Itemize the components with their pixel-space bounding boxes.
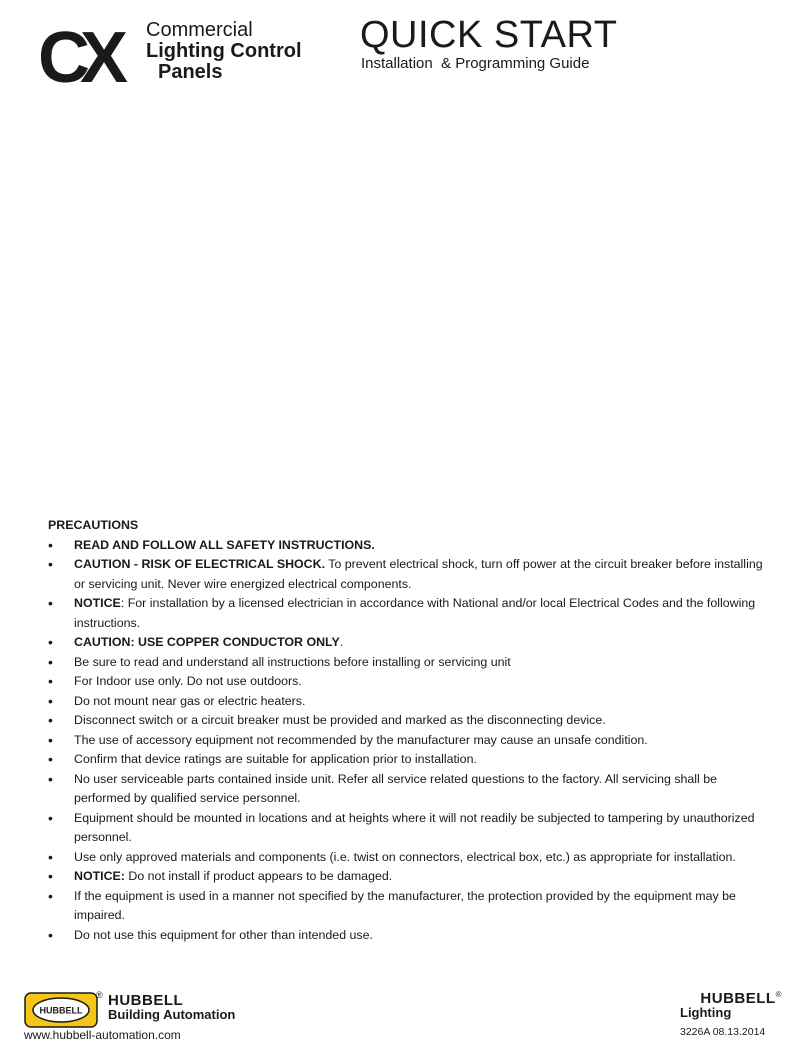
precaution-item-emphasis: READ AND FOLLOW ALL SAFETY INSTRUCTIONS. — [74, 537, 375, 552]
page-title: QUICK START — [360, 14, 618, 56]
precaution-item — [48, 731, 764, 751]
precautions-section — [48, 516, 764, 945]
hubbell-lighting-brand: HUBBELL — [700, 990, 776, 1007]
hubbell-lighting-sub: Lighting — [680, 1005, 732, 1020]
precaution-item — [48, 672, 764, 692]
precaution-item — [48, 594, 764, 633]
precaution-item — [48, 809, 764, 848]
precaution-item — [48, 750, 764, 770]
product-name — [146, 20, 302, 83]
cx-logo — [38, 22, 158, 92]
document-number: 3226A 08.13.2014 — [680, 1026, 766, 1038]
hubbell-badge-logo — [24, 992, 98, 1028]
precaution-item-text: . — [339, 635, 344, 649]
precaution-item — [48, 887, 764, 926]
precautions-list — [48, 536, 764, 946]
precaution-item — [48, 867, 764, 887]
precaution-item-emphasis: NOTICE — [74, 596, 121, 610]
hubbell-lighting-reg: ® — [775, 990, 782, 999]
precaution-item-emphasis: NOTICE: — [74, 869, 125, 883]
precaution-item — [48, 711, 764, 731]
precaution-item — [48, 926, 764, 946]
precaution-item — [48, 653, 764, 673]
precaution-item-text: Confirm that device ratings are suitable for application prior to installation. — [74, 752, 477, 766]
registered-mark: ® — [96, 990, 103, 1000]
brand-name: HUBBELL — [108, 992, 184, 1009]
precaution-item — [48, 555, 764, 594]
precaution-item-text: Be sure to read and understand all instructions before installing or servicing unit — [74, 654, 511, 669]
precaution-item-text: If the equipment is used in a manner not specified by the manufacturer, the protection provided by the equipment may be impaired. — [74, 888, 736, 922]
brand-subtitle: Building Automation — [108, 1007, 236, 1022]
precaution-item-emphasis: CAUTION: USE COPPER CONDUCTOR ONLY — [74, 635, 340, 649]
precaution-item — [48, 633, 764, 653]
precaution-item-text: : For installation by a licensed electrician in accordance with National and/or local Electrical Codes and the following instructions. — [74, 596, 756, 630]
precaution-item-emphasis: CAUTION - RISK OF ELECTRICAL SHOCK. — [74, 557, 326, 571]
precaution-item-text: Do not mount near gas or electric heaters. — [74, 693, 306, 708]
precaution-item-text: No user serviceable parts contained inside unit. Refer all service related questions to the factory. All servicing shall be performed by qualified service personnel. — [74, 771, 718, 805]
precaution-item — [48, 770, 764, 809]
precaution-item-text: Do not use this equipment for other than intended use. — [74, 927, 373, 942]
product-line-3: Panels — [158, 61, 223, 83]
precaution-item-text: Use only approved materials and components (i.e. twist on connectors, electrical box, etc.) as appropriate for installation. — [74, 849, 736, 864]
precaution-item — [48, 692, 764, 712]
precaution-item-text: Disconnect switch or a circuit breaker must be provided and marked as the disconnecting device. — [74, 713, 606, 727]
precaution-item — [48, 848, 764, 868]
page-subtitle: Installation & Programming Guide — [361, 55, 590, 72]
precaution-item-text: The use of accessory equipment not recommended by the manufacturer may cause an unsafe condition. — [74, 732, 648, 747]
website-link[interactable]: www.hubbell-automation.com — [24, 1028, 181, 1042]
precaution-item-text: To prevent electrical shock, turn off power at the circuit breaker before installing or servicing unit. Never wire energized electrical components. — [74, 557, 763, 591]
product-line-2: Lighting Control — [146, 40, 302, 62]
hubbell-badge-text: HUBBELL — [39, 1005, 83, 1016]
precaution-item-text: Equipment should be mounted in locations and at heights where it will not readily be subjected to tampering by unauthorized personnel. — [74, 810, 755, 844]
precautions-heading: PRECAUTIONS — [48, 518, 139, 532]
precaution-item-text: For Indoor use only. Do not use outdoors. — [74, 674, 302, 688]
cx-logo-text: CX — [38, 22, 119, 92]
precaution-item — [48, 536, 764, 556]
precaution-item-text: Do not install if product appears to be damaged. — [124, 869, 393, 883]
product-line-1: Commercial — [146, 19, 253, 41]
